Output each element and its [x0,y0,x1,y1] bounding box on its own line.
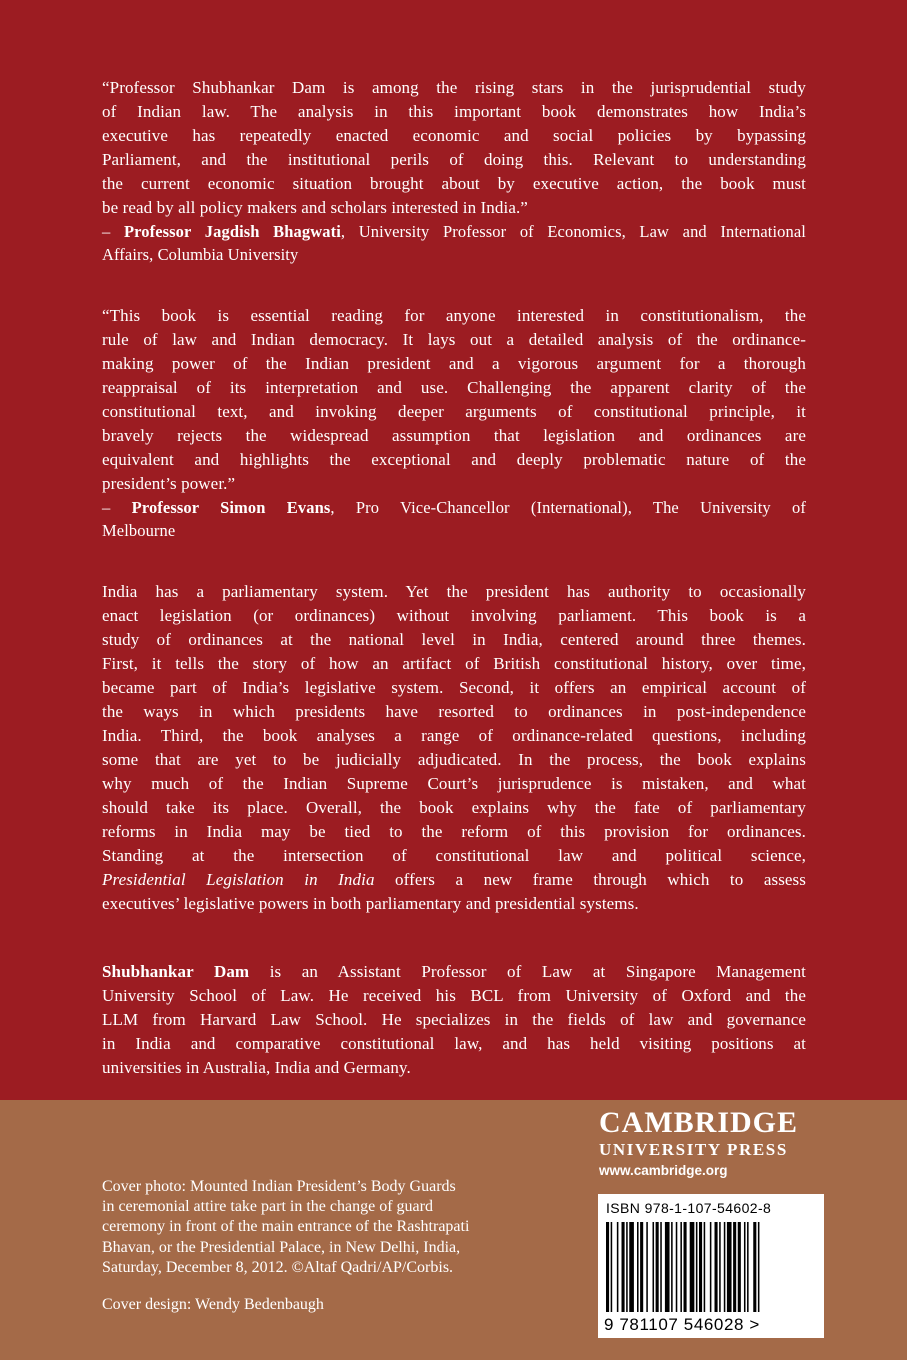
description-line: why much of the Indian Supreme Court’s jurisprudence is mistaken, and what [102,774,806,793]
barcode-bar [653,1222,655,1312]
credit-line: Bhavan, or the Presidential Palace, in New Delhi, India, [102,1238,461,1256]
barcode-bar [758,1222,760,1312]
bio-line: in India and comparative constitutional law, and has held visiting positions at [102,1034,806,1053]
quote-line: reappraisal of its interpretation and use. Challenging the apparent clarity of the [102,378,806,397]
credit-line: ceremony in front of the main entrance of the Rashtrapati [102,1218,470,1236]
isbn-label: ISBN 978-1-107-54602-8 [606,1200,772,1216]
barcode-bar [680,1222,682,1312]
bio-line: University School of Law. He received his BCL from University of Oxford and the [102,986,806,1005]
attribution-affiliation-line2: Melbourne [102,521,176,540]
attribution-name: Professor Simon Evans [131,498,331,517]
publisher-name: CAMBRIDGE [599,1106,799,1139]
bio-line-rest: is an Assistant Professor of Law at Singapore Management [249,962,806,981]
barcode-bar [626,1222,628,1312]
barcode-digits: 9 781107 546028 > [604,1315,760,1334]
barcode-bar [611,1222,613,1312]
barcode-bar [719,1222,721,1312]
description-line: should take its place. Overall, the book explains why the fate of parliamentary [102,798,806,817]
barcode-bar [676,1222,678,1312]
quote-line: the current economic situation brought about by executive action, the book must [102,174,806,193]
barcode-bar [622,1222,625,1312]
bio-line: LLM from Harvard Law School. He specializes in the fields of law and governance [102,1010,806,1029]
description-line-rest: offers a new frame through which to assess [374,870,806,889]
barcode-bar [710,1222,712,1312]
description-line: First, it tells the story of how an artifact of British constitutional history, over time, [102,654,806,673]
bio-line: universities in Australia, India and Germany. [102,1058,411,1077]
barcode-bar [656,1222,659,1312]
quote-line: constitutional text, and invoking deeper arguments of constitutional principle, it [102,402,806,421]
endorsement-evans [102,304,806,542]
barcode-bar [640,1222,643,1312]
barcode-bar [637,1222,639,1312]
quote-line: “Professor Shubhankar Dam is among the rising stars in the jurisprudential study [102,78,806,97]
barcode-bars [604,1222,818,1316]
barcode-bar [671,1222,673,1312]
barcode-bar [660,1222,662,1312]
description-line: some that are yet to be judicially adjudicated. In the process, the book explains [102,750,806,769]
barcode-bar [684,1222,687,1312]
barcode-bar [727,1222,732,1312]
isbn-barcode [598,1194,824,1338]
credit-line: Cover photo: Mounted Indian President’s Body Guards [102,1178,456,1195]
quote-line: “This book is essential reading for anyone interested in constitutionalism, the [102,306,806,325]
description-line: India. Third, the book analyses a range of ordinance-related questions, including [102,726,806,745]
barcode-bar [646,1222,648,1312]
quote-line: president’s power.” [102,474,236,493]
quote-line: executive has repeatedly enacted economic and social policies by bypassing [102,126,806,145]
barcode-bar [606,1222,609,1312]
barcode-bar [733,1222,736,1312]
description-title-line [102,868,806,892]
barcode-bar [744,1222,746,1312]
barcode-bar [665,1222,670,1312]
description-line: the ways in which presidents have resorted to ordinances in post-independence [102,702,806,721]
description-line: reforms in India may be tied to the reform of this provision for ordinances. [102,822,806,841]
barcode-bar [690,1222,695,1312]
quote-line: Parliament, and the institutional perils of doing this. Relevant to understanding [102,150,806,169]
attribution-dash: – [102,222,111,241]
attribution-dash: – [102,498,111,517]
description-line: enact legislation (or ordinances) without involving parliament. This book is a [102,606,806,625]
bio-first-line [102,960,806,984]
cover-design-credit: Cover design: Wendy Bedenbaugh [102,1296,324,1313]
attribution-name: Professor Jagdish Bhagwati [123,222,341,241]
attribution-affiliation: , Pro Vice-Chancellor (International), The University of [330,498,806,517]
publisher-logo [599,1106,829,1181]
quote-line: be read by all policy makers and scholars interested in India.” [102,198,528,217]
quote-line: equivalent and highlights the exceptional and deeply problematic nature of the [102,450,806,469]
barcode-bar [617,1222,619,1312]
credit-line: in ceremonial attire take part in the change of guard [102,1198,433,1216]
quote-attribution [102,220,806,243]
barcode-bar [699,1222,702,1312]
description-line: became part of India’s legislative system. Second, it offers an empirical account of [102,678,806,697]
quote-line: rule of law and Indian democracy. It lays out a detailed analysis of the ordinance- [102,330,806,349]
author-name: Shubhankar Dam [102,962,250,981]
description-line: Standing at the intersection of constitutional law and political science, [102,846,806,865]
barcode-bar [704,1222,706,1312]
barcode-bar [724,1222,726,1312]
publisher-url[interactable]: www.cambridge.org [599,1163,728,1178]
author-bio [102,960,806,1080]
barcode-bar [696,1222,698,1312]
barcode-bar [738,1222,741,1312]
book-title: Presidential Legislation in India [102,870,375,889]
barcode-bar [629,1222,634,1312]
quote-line: making power of the Indian president and a vigorous argument for a thorough [102,354,806,373]
description-line: India has a parliamentary system. Yet the president has authority to occasionally [102,582,806,601]
quote-line: of Indian law. The analysis in this important book demonstrates how India’s [102,102,806,121]
endorsement-bhagwati [102,76,806,266]
barcode-bar [715,1222,718,1312]
description-line: study of ordinances at the national level in India, centered around three themes. [102,630,806,649]
quote-line: bravely rejects the widespread assumption that legislation and ordinances are [102,426,806,445]
barcode-bar [753,1222,756,1312]
book-description [102,580,806,916]
barcode-bar [747,1222,749,1312]
credit-line: Saturday, December 8, 2012. ©Altaf Qadri/AP/Corbis. [102,1258,454,1276]
publisher-press: UNIVERSITY PRESS [599,1140,788,1159]
cover-photo-credit [102,1177,522,1278]
description-line: executives’ legislative powers in both parliamentary and presidential systems. [102,894,639,913]
attribution-affiliation: , University Professor of Economics, Law and International [340,222,806,241]
quote-attribution [102,496,806,519]
attribution-affiliation-line2: Affairs, Columbia University [102,245,299,264]
